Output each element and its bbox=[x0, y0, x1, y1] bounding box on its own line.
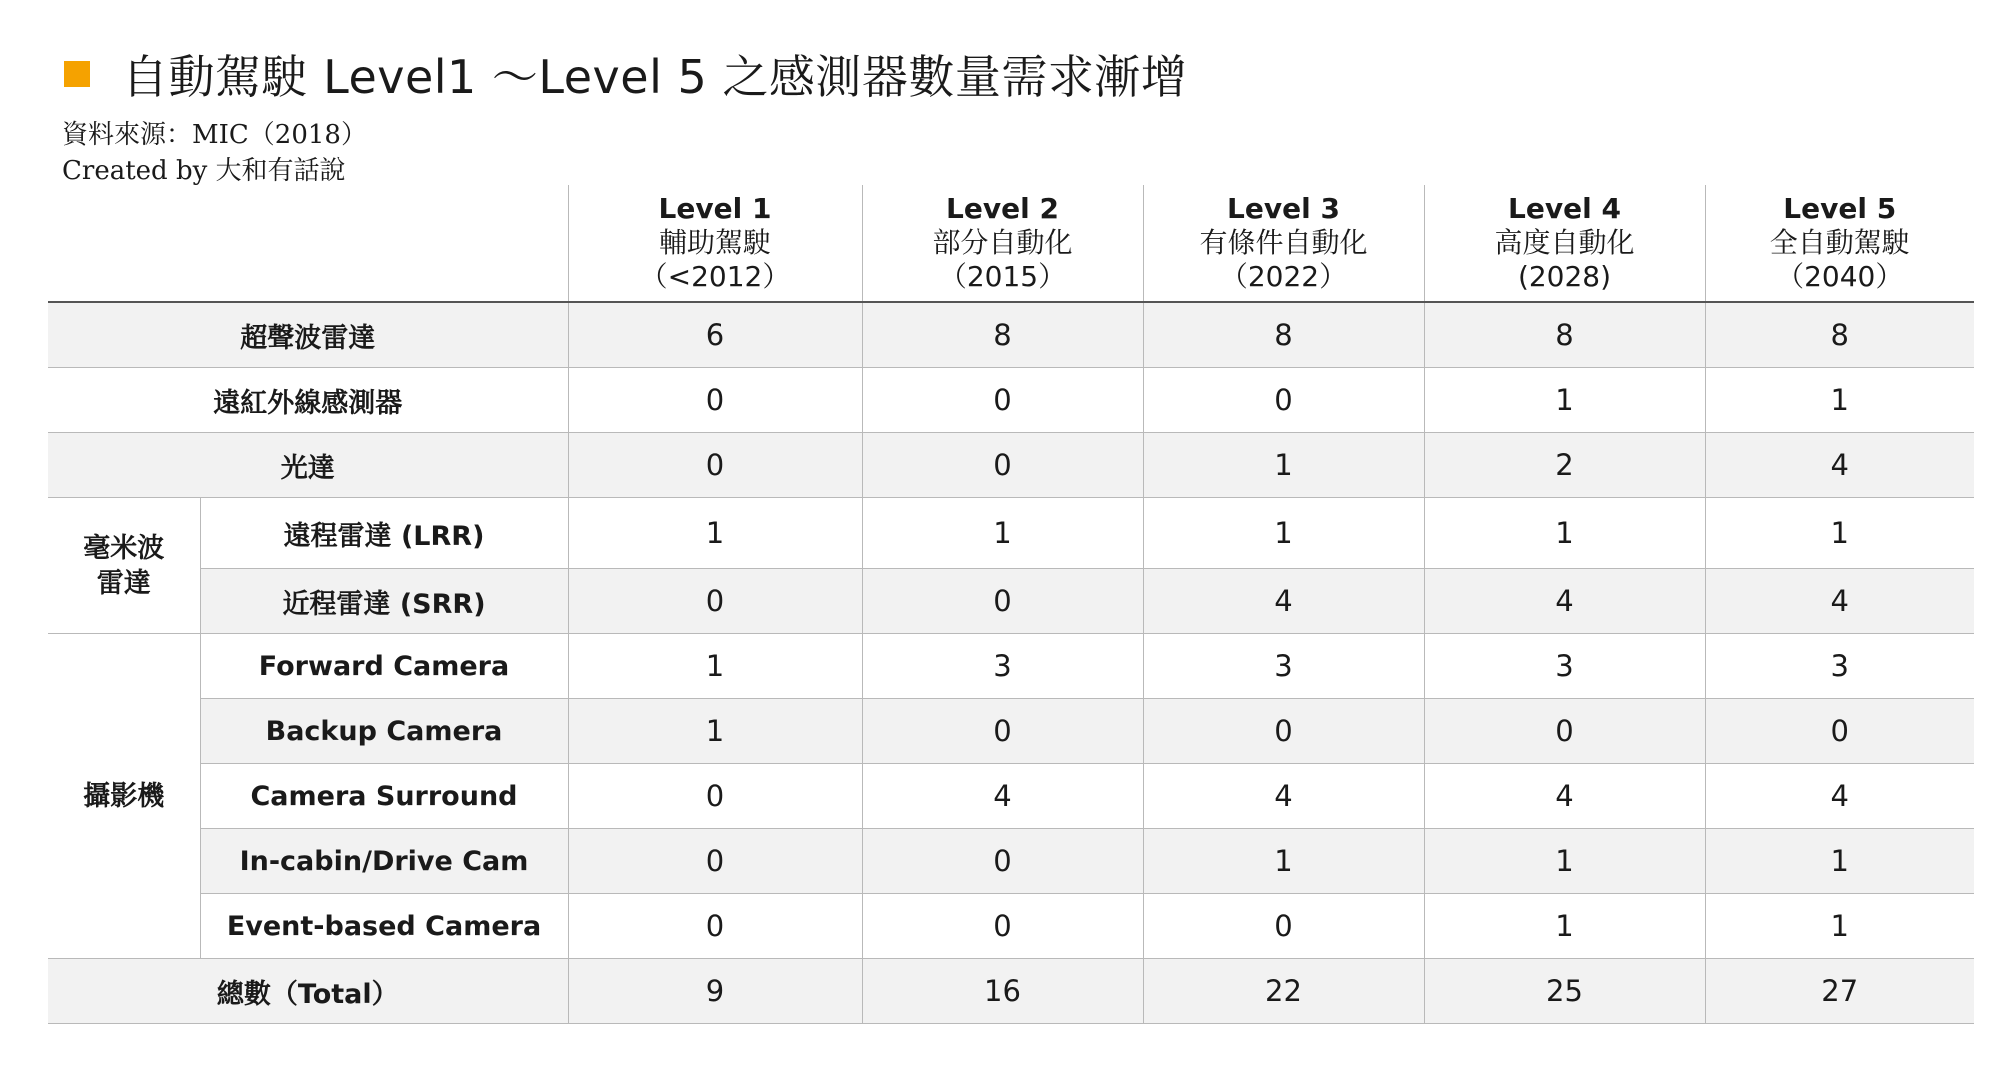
row-label: 近程雷達 (SRR) bbox=[200, 569, 568, 634]
table-cell: 0 bbox=[568, 433, 862, 498]
table-cell: 1 bbox=[1143, 433, 1424, 498]
table-row bbox=[48, 829, 1974, 894]
row-label: 遠紅外線感測器 bbox=[48, 368, 568, 433]
row-label: 光達 bbox=[48, 433, 568, 498]
table-cell: 1 bbox=[1705, 368, 1974, 433]
table-cell: 1 bbox=[1424, 829, 1705, 894]
table-cell: 25 bbox=[1424, 959, 1705, 1024]
table-cell: 0 bbox=[568, 894, 862, 959]
column-year: （<2012） bbox=[639, 260, 791, 293]
table-row bbox=[48, 302, 1974, 368]
page-title: 自動駕駛 Level1 ～Level 5 之感測器數量需求漸增 bbox=[122, 50, 1188, 104]
table-cell: 0 bbox=[862, 894, 1143, 959]
table-cell: 4 bbox=[862, 764, 1143, 829]
title-row bbox=[64, 44, 1187, 104]
table-cell: 2 bbox=[1424, 433, 1705, 498]
column-header-level-2 bbox=[862, 185, 1143, 302]
column-level: Level 5 bbox=[1783, 192, 1897, 225]
group-label-camera: 攝影機 bbox=[48, 634, 200, 959]
table-cell: 4 bbox=[1705, 433, 1974, 498]
row-label: Event-based Camera bbox=[200, 894, 568, 959]
table-cell: 1 bbox=[1143, 829, 1424, 894]
source-note: 資料來源：MIC（2018） bbox=[62, 120, 367, 150]
table-cell: 1 bbox=[568, 699, 862, 764]
column-level: Level 3 bbox=[1227, 192, 1340, 225]
table-cell: 22 bbox=[1143, 959, 1424, 1024]
row-label: Camera Surround bbox=[200, 764, 568, 829]
column-name: 輔助駕駛 bbox=[658, 226, 771, 259]
table-cell: 4 bbox=[1424, 764, 1705, 829]
column-level: Level 4 bbox=[1508, 192, 1621, 225]
table-cell: 0 bbox=[1424, 699, 1705, 764]
table-cell: 0 bbox=[568, 569, 862, 634]
table-cell: 4 bbox=[1143, 569, 1424, 634]
table-cell: 3 bbox=[1705, 634, 1974, 699]
table-cell: 0 bbox=[862, 829, 1143, 894]
column-level: Level 1 bbox=[658, 192, 772, 225]
column-year: （2022） bbox=[1219, 260, 1348, 293]
column-header-level-5 bbox=[1705, 185, 1974, 302]
table-cell: 9 bbox=[568, 959, 862, 1024]
title-bullet-icon bbox=[64, 61, 90, 87]
table-cell: 3 bbox=[862, 634, 1143, 699]
credit-note: Created by 大和有話說 bbox=[62, 156, 346, 186]
row-label: 遠程雷達 (LRR) bbox=[200, 498, 568, 569]
column-year: （2015） bbox=[938, 260, 1067, 293]
column-year: （2040） bbox=[1776, 260, 1904, 293]
table-cell: 1 bbox=[1705, 829, 1974, 894]
column-year: (2028) bbox=[1517, 260, 1612, 293]
table-cell: 1 bbox=[1143, 498, 1424, 569]
table-cell: 0 bbox=[1705, 699, 1974, 764]
row-label: In-cabin/Drive Cam bbox=[200, 829, 568, 894]
table-cell: 1 bbox=[1705, 894, 1974, 959]
column-name: 部分自動化 bbox=[932, 226, 1073, 259]
table-cell: 4 bbox=[1424, 569, 1705, 634]
table-cell: 0 bbox=[862, 699, 1143, 764]
table-row bbox=[48, 764, 1974, 829]
table-row bbox=[48, 699, 1974, 764]
row-label: Forward Camera bbox=[200, 634, 568, 699]
table-row bbox=[48, 569, 1974, 634]
table-cell: 8 bbox=[1424, 302, 1705, 368]
column-name: 全自動駕駛 bbox=[1769, 226, 1910, 259]
row-label: Backup Camera bbox=[200, 699, 568, 764]
column-header-level-4 bbox=[1424, 185, 1705, 302]
table-row bbox=[48, 368, 1974, 433]
group-label-text: 毫米波雷達 bbox=[83, 532, 165, 599]
table-cell: 4 bbox=[1705, 569, 1974, 634]
table-cell: 1 bbox=[568, 634, 862, 699]
table-cell: 3 bbox=[1143, 634, 1424, 699]
table-row bbox=[48, 433, 1974, 498]
table-cell: 8 bbox=[862, 302, 1143, 368]
column-header-level-3 bbox=[1143, 185, 1424, 302]
column-name: 有條件自動化 bbox=[1199, 226, 1368, 259]
table-row bbox=[48, 894, 1974, 959]
table-cell: 3 bbox=[1424, 634, 1705, 699]
table-cell: 0 bbox=[862, 569, 1143, 634]
sensor-table bbox=[48, 185, 1974, 1024]
table-cell: 1 bbox=[568, 498, 862, 569]
table-row-total bbox=[48, 959, 1974, 1024]
table-cell: 1 bbox=[1424, 894, 1705, 959]
table-cell: 1 bbox=[862, 498, 1143, 569]
row-label: 總數（Total） bbox=[48, 959, 568, 1024]
table-cell: 0 bbox=[568, 368, 862, 433]
table-cell: 0 bbox=[1143, 368, 1424, 433]
table-cell: 0 bbox=[862, 368, 1143, 433]
column-level: Level 2 bbox=[946, 192, 1059, 225]
column-name: 高度自動化 bbox=[1494, 226, 1635, 259]
table-cell: 8 bbox=[1705, 302, 1974, 368]
table-row bbox=[48, 634, 1974, 699]
column-header-level-1 bbox=[568, 185, 862, 302]
table-cell: 0 bbox=[568, 829, 862, 894]
header-corner bbox=[48, 185, 568, 302]
table-cell: 0 bbox=[862, 433, 1143, 498]
table-cell: 6 bbox=[568, 302, 862, 368]
table-cell: 0 bbox=[1143, 699, 1424, 764]
table-cell: 1 bbox=[1424, 368, 1705, 433]
table-cell: 27 bbox=[1705, 959, 1974, 1024]
table-cell: 16 bbox=[862, 959, 1143, 1024]
table-cell: 8 bbox=[1143, 302, 1424, 368]
table-cell: 1 bbox=[1424, 498, 1705, 569]
table-cell: 0 bbox=[568, 764, 862, 829]
table-cell: 0 bbox=[1143, 894, 1424, 959]
table-row bbox=[48, 498, 1974, 569]
row-label: 超聲波雷達 bbox=[48, 302, 568, 368]
header-row bbox=[48, 185, 1974, 302]
table-cell: 4 bbox=[1705, 764, 1974, 829]
group-label-mmwave bbox=[48, 498, 200, 634]
table-cell: 1 bbox=[1705, 498, 1974, 569]
table-cell: 4 bbox=[1143, 764, 1424, 829]
